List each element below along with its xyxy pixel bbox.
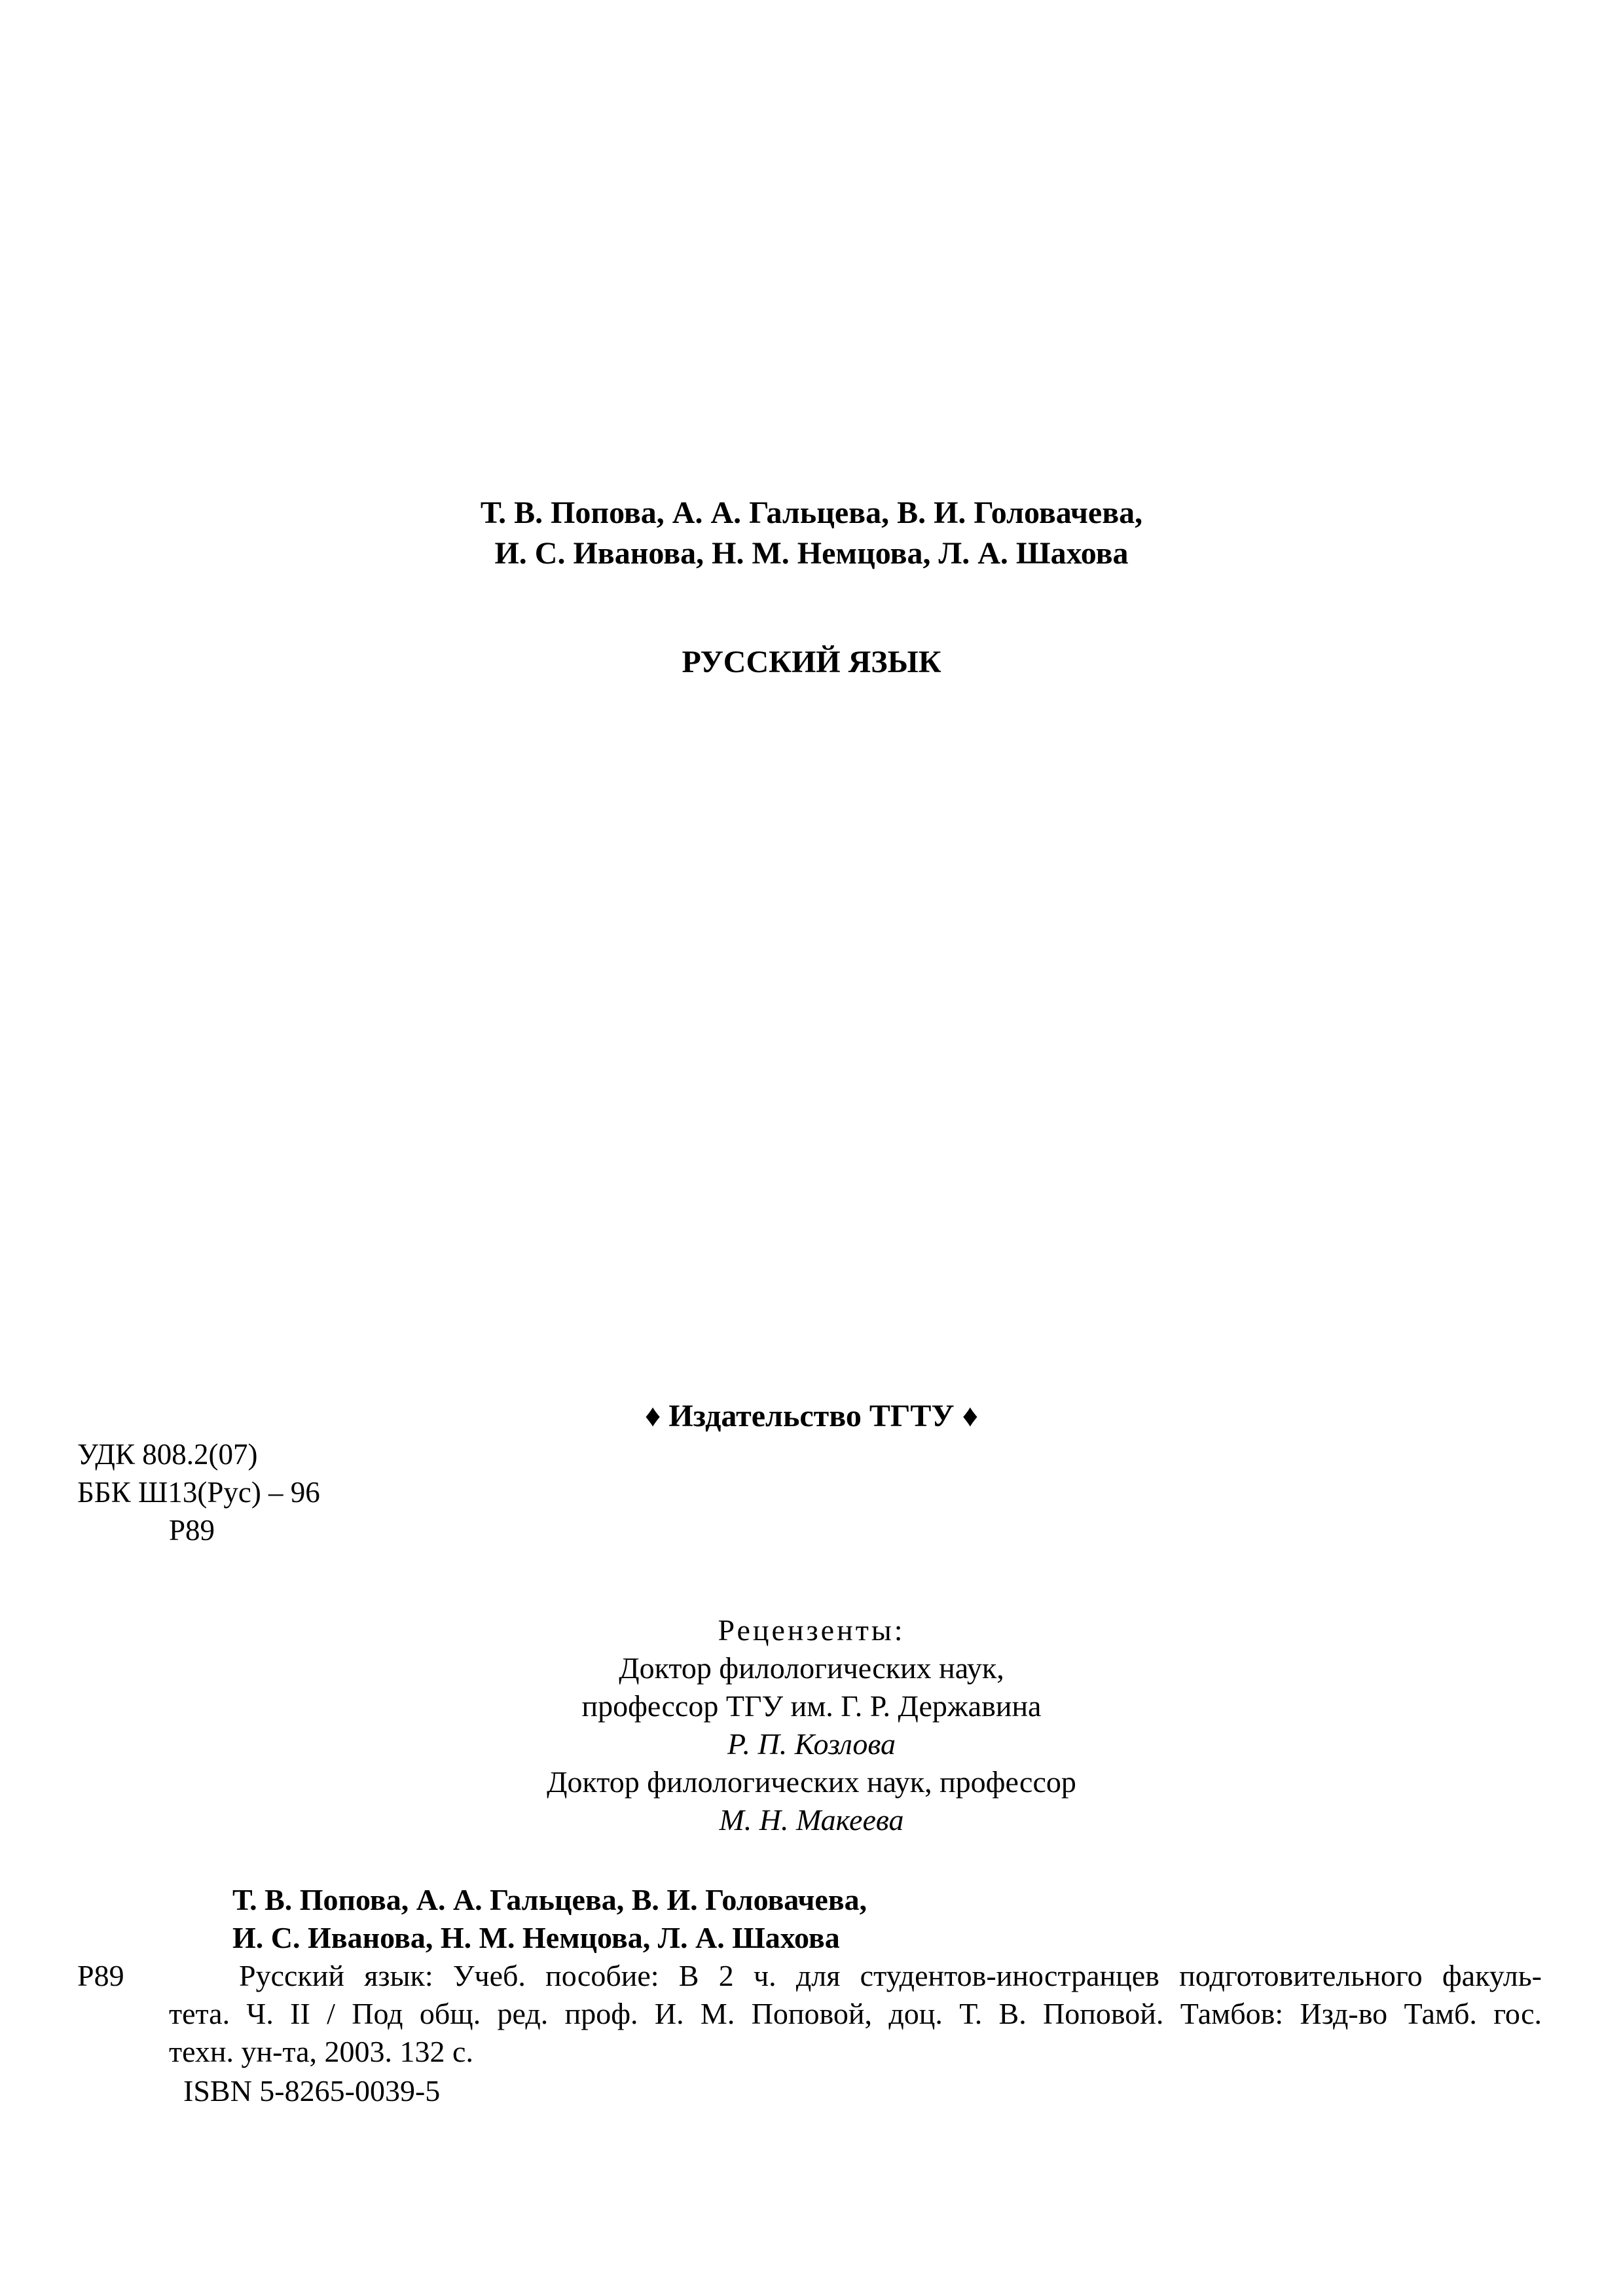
record-authors-line-2: И. С. Иванова, Н. М. Немцова, Л. А. Шахова xyxy=(232,1921,840,1954)
bbk-code: ББК Ш13(Рус) – 96 xyxy=(77,1476,320,1509)
record-authors-line-1: Т. В. Попова, А. А. Гальцева, В. И. Головачева, xyxy=(232,1883,867,1916)
record-code: Р89 xyxy=(77,1959,124,1992)
reviewer-2-name: М. Н. Макеева xyxy=(719,1803,904,1837)
book-title: РУССКИЙ ЯЗЫК xyxy=(682,645,941,679)
reviewer-1-position: профессор ТГУ им. Г. Р. Державина xyxy=(581,1689,1042,1723)
authors-header-line-1: Т. В. Попова, А. А. Гальцева, В. И. Головачева, xyxy=(480,495,1143,530)
udk-code: УДК 808.2(07) xyxy=(77,1438,258,1471)
authors-header-line-2: И. С. Иванова, Н. М. Немцова, Л. А. Шахова xyxy=(494,536,1129,571)
author-mark-code: Р89 xyxy=(169,1514,215,1547)
record-description-line-1: Русский язык: Учеб. пособие: В 2 ч. для студентов-иностранцев подготовительного факуль- xyxy=(239,1959,1542,1992)
record-description-line-2: тета. Ч. II / Под общ. ред. проф. И. М. Поповой, доц. Т. В. Поповой. Тамбов: Изд-во Тамб. гос. xyxy=(169,1997,1542,2030)
reviewer-2-degree: Доктор филологических наук, профессор xyxy=(547,1765,1076,1799)
record-isbn: ISBN 5-8265-0039-5 xyxy=(183,2074,441,2108)
publisher-line: ♦ Издательство ТГТУ ♦ xyxy=(644,1399,979,1433)
reviewers-heading: Рецензенты: xyxy=(718,1613,905,1647)
record-description-line-3: техн. ун-та, 2003. 132 с. xyxy=(169,2035,473,2068)
reviewer-1-degree: Доктор филологических наук, xyxy=(619,1651,1004,1685)
reviewer-1-name: Р. П. Козлова xyxy=(727,1727,896,1761)
